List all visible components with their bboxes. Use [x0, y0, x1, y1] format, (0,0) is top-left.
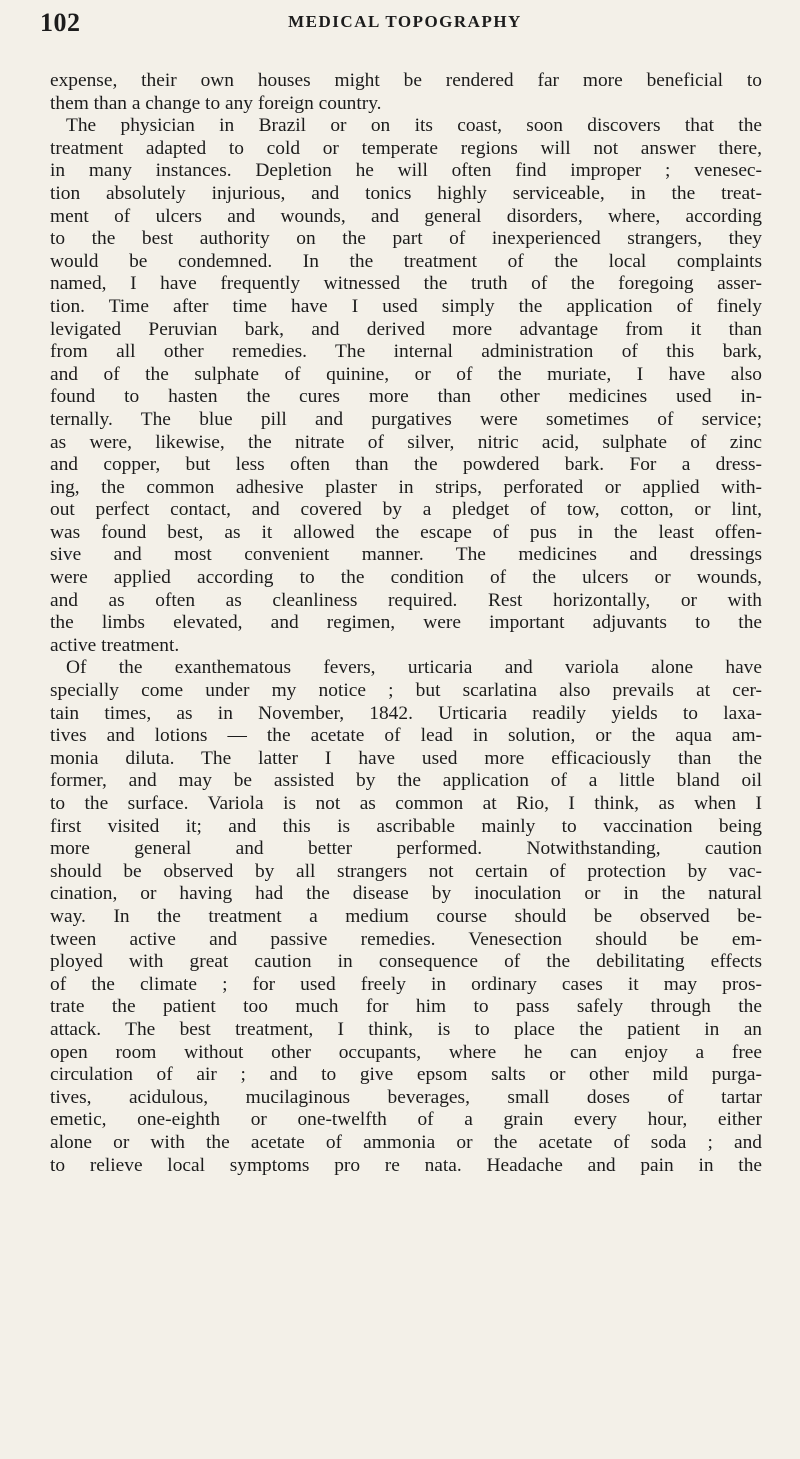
text-line: trate the patient too much for him to pass safely through the — [50, 996, 762, 1018]
text-line: found to hasten the cures more than other medicines used in- — [50, 386, 762, 408]
text-line: levigated Peruvian bark, and derived more advantage from it than — [50, 318, 762, 340]
text-line: was found best, as it allowed the escape of pus in the least offen- — [50, 521, 762, 543]
text-line: The physician in Brazil or on its coast, soon discovers that the — [66, 115, 762, 137]
text-line: to the surface. Variola is not as common at Rio, I think, as when I — [50, 793, 762, 814]
text-line: were applied according to the condition of the ulcers or wounds, — [50, 567, 762, 589]
text-line: named, I have frequently witnessed the truth of the foregoing asser- — [50, 273, 762, 295]
text-line: them than a change to any foreign country. — [50, 92, 382, 114]
text-line: tion absolutely injurious, and tonics highly serviceable, in the treat- — [50, 182, 762, 204]
text-line: open room without other occupants, where he can enjoy a free — [50, 1041, 762, 1063]
text-line: tives and lotions — the acetate of lead in solution, or the aqua am- — [50, 725, 762, 747]
text-line: tion. Time after time have I used simply the application of finely — [50, 295, 762, 317]
text-line: ment of ulcers and wounds, and general disorders, where, according — [50, 205, 762, 227]
text-line: in many instances. Depletion he will often find improper ; venesec- — [50, 160, 762, 182]
text-line: and as often as cleanliness required. Rest horizontally, or with — [50, 589, 762, 611]
text-line: of the climate ; for used freely in ordinary cases it may pros- — [50, 973, 762, 995]
page-number: 102 — [40, 8, 81, 37]
text-line: ployed with great caution in consequence of the debilitating effects — [50, 951, 762, 973]
text-line: out perfect contact, and covered by a pledget of tow, cotton, or lint, — [50, 499, 762, 521]
text-line: the limbs elevated, and regimen, were important adjuvants to the — [50, 612, 762, 634]
text-line: expense, their own houses might be rendered far more beneficial to — [50, 70, 762, 91]
text-line: circulation of air ; and to give epsom salts or other mild purga- — [50, 1064, 762, 1086]
text-line: treatment adapted to cold or temperate regions will not answer there, — [50, 137, 762, 159]
text-line: ternally. The blue pill and purgatives were sometimes of service; — [50, 408, 762, 430]
text-line: active treatment. — [50, 634, 180, 656]
text-line: as were, likewise, the nitrate of silver, nitric acid, sulphate of zinc — [50, 431, 762, 453]
running-head: MEDICAL TOPOGRAPHY — [288, 12, 522, 31]
text-line: and copper, but less often than the powdered bark. For a dress- — [50, 454, 762, 476]
text-line: Of the exanthematous fevers, urticaria and variola alone have — [66, 657, 762, 679]
text-line: to relieve local symptoms pro re nata. Headache and pain in the — [50, 1154, 762, 1176]
text-line: way. In the treatment a medium course should be observed be- — [50, 905, 762, 927]
text-line: tain times, as in November, 1842. Urticaria readily yields to laxa- — [50, 702, 762, 724]
text-line: tween active and passive remedies. Venesection should be em- — [50, 928, 762, 950]
text-line: sive and most convenient manner. The medicines and dressings — [50, 544, 762, 566]
text-line: tives, acidulous, mucilaginous beverages, small doses of tartar — [50, 1086, 762, 1108]
text-line: specially come under my notice ; but scarlatina also prevails at cer- — [50, 680, 762, 702]
text-line: alone or with the acetate of ammonia or the acetate of soda ; and — [50, 1131, 762, 1153]
text-line: monia diluta. The latter I have used more efficaciously than the — [50, 747, 762, 769]
text-line: more general and better performed. Notwithstanding, caution — [50, 838, 762, 860]
text-line: should be observed by all strangers not certain of protection by vac- — [50, 860, 762, 882]
text-line: cination, or having had the disease by inoculation or in the natural — [50, 883, 762, 905]
page-header — [40, 8, 770, 42]
text-line: from all other remedies. The internal administration of this bark, — [50, 341, 762, 363]
text-line: and of the sulphate of quinine, or of the muriate, I have also — [50, 363, 762, 385]
text-line: first visited it; and this is ascribable mainly to vaccination being — [50, 815, 762, 837]
text-line: attack. The best treatment, I think, is to place the patient in an — [50, 1018, 762, 1040]
text-line: to the best authority on the part of inexperienced strangers, they — [50, 228, 762, 250]
text-line: would be condemned. In the treatment of the local complaints — [50, 250, 762, 272]
body-text — [50, 70, 762, 1177]
text-line: former, and may be assisted by the application of a little bland oil — [50, 770, 762, 792]
text-line: emetic, one-eighth or one-twelfth of a grain every hour, either — [50, 1109, 762, 1131]
text-line: ing, the common adhesive plaster in strips, perforated or applied with- — [50, 476, 762, 498]
